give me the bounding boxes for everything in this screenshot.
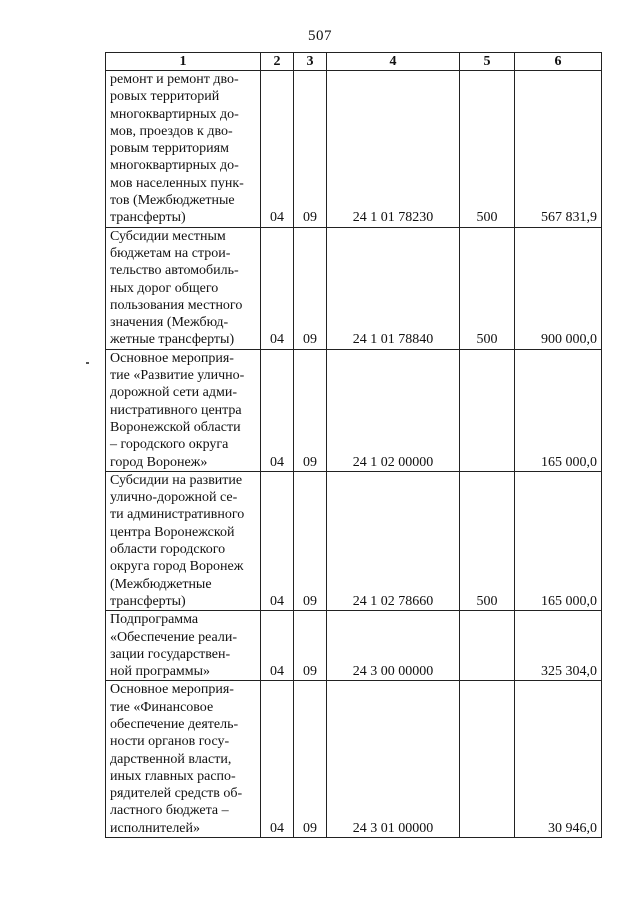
row-description: Субсидии на развитие улично-дорожной се- ти административного центра Воронежской области городского округа город Воронеж (Межбюджетные трансферты) <box>106 471 261 610</box>
row-description: Субсидии местным бюджетам на строи- тельство автомобиль- ных дорог общего пользования местного значения (Межбюд- жетные трансферты) <box>106 227 261 349</box>
row-section-code: 04 <box>261 471 294 610</box>
row-subsection-code: 09 <box>294 71 327 228</box>
row-description: Подпрограмма «Обеспечение реали- зации государствен- ной программы» <box>106 611 261 681</box>
page-number: 507 <box>308 28 332 44</box>
row-amount: 900 000,0 <box>515 227 602 349</box>
row-section-code: 04 <box>261 227 294 349</box>
row-target-article: 24 3 00 00000 <box>327 611 460 681</box>
row-expense-type: 500 <box>460 71 515 228</box>
row-target-article: 24 1 01 78230 <box>327 71 460 228</box>
stray-mark <box>86 362 89 364</box>
column-header-3: 3 <box>294 53 327 71</box>
row-target-article: 24 1 02 00000 <box>327 349 460 471</box>
row-expense-type <box>460 611 515 681</box>
row-section-code: 04 <box>261 611 294 681</box>
table-row <box>106 71 602 228</box>
row-amount: 325 304,0 <box>515 611 602 681</box>
table-row <box>106 471 602 610</box>
row-description: Основное мероприя- тие «Финансовое обеспечение деятель- ности органов госу- дарственной власти, иных главных распо- рядителей средств об- ластного бюджета – исполнителей» <box>106 681 261 838</box>
row-expense-type <box>460 349 515 471</box>
row-amount: 165 000,0 <box>515 349 602 471</box>
row-subsection-code: 09 <box>294 349 327 471</box>
row-expense-type <box>460 681 515 838</box>
column-header-2: 2 <box>261 53 294 71</box>
row-amount: 30 946,0 <box>515 681 602 838</box>
column-header-5: 5 <box>460 53 515 71</box>
row-subsection-code: 09 <box>294 471 327 610</box>
row-expense-type: 500 <box>460 471 515 610</box>
table-row <box>106 681 602 838</box>
row-section-code: 04 <box>261 681 294 838</box>
row-expense-type: 500 <box>460 227 515 349</box>
table-row <box>106 349 602 471</box>
column-header-6: 6 <box>515 53 602 71</box>
row-target-article: 24 3 01 00000 <box>327 681 460 838</box>
row-target-article: 24 1 01 78840 <box>327 227 460 349</box>
table-row <box>106 611 602 681</box>
row-subsection-code: 09 <box>294 611 327 681</box>
header-row <box>106 53 602 71</box>
table-row <box>106 227 602 349</box>
row-description: Основное мероприя- тие «Развитие улично- дорожной сети адми- нистративного центра Воронежской области – городского округа город Воронеж» <box>106 349 261 471</box>
row-description: ремонт и ремонт дво- ровых территорий многоквартирных до- мов, проездов к дво- ровым территориям многоквартирных до- мов населенных пунк- тов (Межбюджетные трансферты) <box>106 71 261 228</box>
row-section-code: 04 <box>261 349 294 471</box>
row-subsection-code: 09 <box>294 227 327 349</box>
row-amount: 567 831,9 <box>515 71 602 228</box>
row-target-article: 24 1 02 78660 <box>327 471 460 610</box>
row-section-code: 04 <box>261 71 294 228</box>
column-header-1: 1 <box>106 53 261 71</box>
budget-table <box>105 52 602 838</box>
column-header-4: 4 <box>327 53 460 71</box>
row-subsection-code: 09 <box>294 681 327 838</box>
row-amount: 165 000,0 <box>515 471 602 610</box>
